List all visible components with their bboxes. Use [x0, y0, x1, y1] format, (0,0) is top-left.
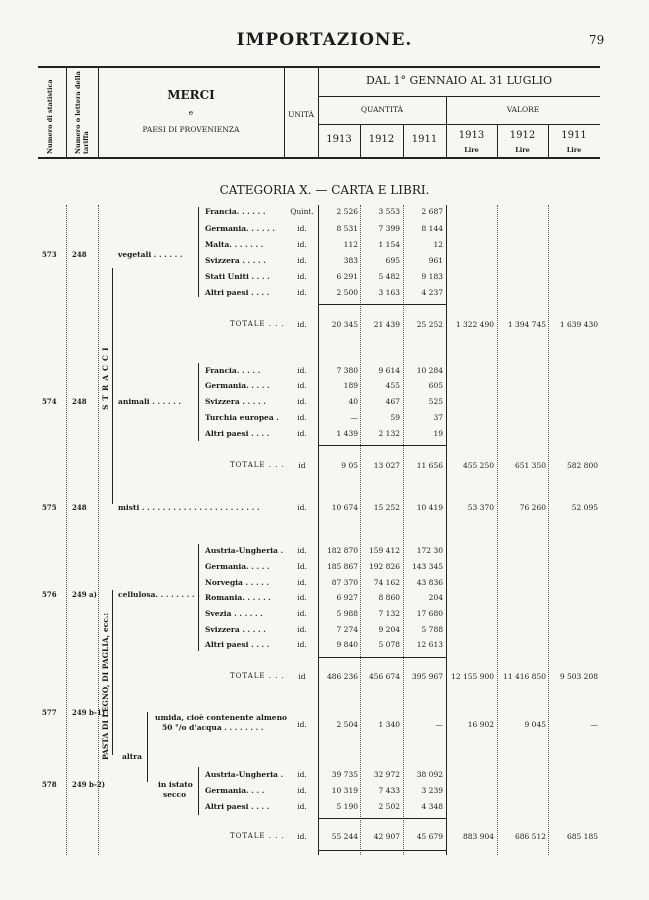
- header-lire-1911: Lire: [566, 146, 582, 154]
- header-lire-1912: Lire: [515, 146, 530, 154]
- tariff-number: 248: [72, 250, 87, 259]
- header-valore: VALORE: [506, 105, 540, 114]
- label-altra: altra: [122, 752, 142, 761]
- header-year-q1912: 1912: [368, 134, 395, 145]
- header-period: DAL 1° GENNAIO AL 31 LUGLIO: [365, 74, 553, 87]
- label-secco-2: secco: [163, 790, 187, 799]
- brace-vegetali: [198, 207, 199, 297]
- header-unita: UNITÀ: [288, 110, 314, 119]
- header-year-q1913: 1913: [326, 134, 352, 145]
- section-label-misti: misti . . . . . . . . . . . . . . . . . . . . . . .: [118, 503, 260, 512]
- header-quantita: QUANTITÀ: [360, 105, 404, 114]
- group-label-stracci: STRACCI: [101, 343, 110, 410]
- section-label-cellulosa: cellulosa. . . . . . . . .: [118, 590, 200, 599]
- label-umida-1: umida, cioè contenente almeno: [155, 713, 288, 722]
- brace-secco: [198, 767, 199, 815]
- header-lire-1913: Lire: [464, 146, 479, 154]
- stat-number: 573: [42, 250, 57, 259]
- section-label-animali: animali . . . . . .: [118, 397, 181, 406]
- brace-animali: [198, 363, 199, 441]
- page-number: 79: [589, 33, 605, 47]
- page-title: IMPORTAZIONE.: [236, 30, 413, 50]
- header-year-v1913: 1913: [458, 130, 485, 141]
- header-paesi: PAESI DI PROVENIENZA: [142, 125, 240, 134]
- category-title: CATEGORIA X. — CARTA E LIBRI.: [219, 183, 430, 197]
- brace-pasta: [112, 590, 113, 755]
- header-year-v1911: 1911: [561, 130, 587, 141]
- group-label-pasta: PASTA DI LEGNO, DI PAGLIA, ecc.:: [101, 612, 110, 760]
- label-secco-1: in istato: [158, 780, 193, 789]
- header-merci: MERCI: [167, 88, 215, 102]
- brace-stracci: [112, 268, 113, 504]
- label-umida-2: 50 °/o d'acqua . . . . . . . .: [162, 723, 264, 732]
- header-stat-number: Numero di statistica: [46, 79, 54, 154]
- section-label-vegetali: vegetali . . . . . .: [118, 250, 183, 259]
- brace-altra: [147, 712, 148, 782]
- header-tariff-number: Numero o lettera della tariffa: [74, 71, 90, 154]
- header-year-q1911: 1911: [411, 134, 438, 145]
- header-year-v1912: 1912: [509, 130, 536, 141]
- header-e: e: [188, 108, 194, 117]
